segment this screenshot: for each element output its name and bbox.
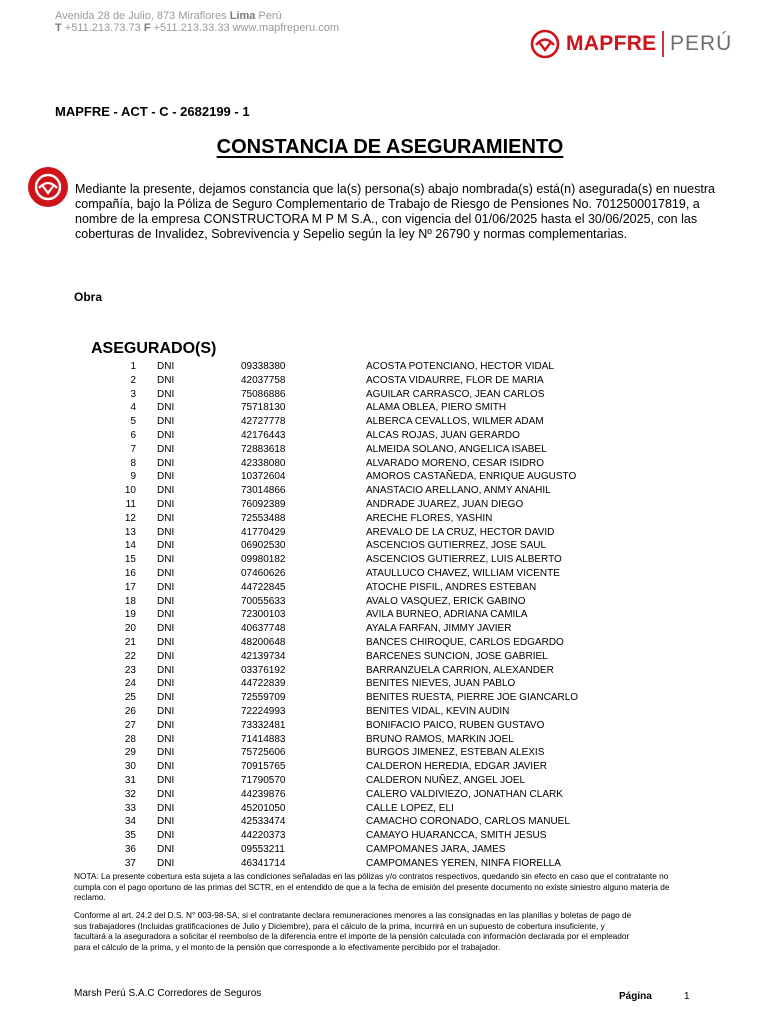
fax-label: F [143, 22, 151, 34]
insured-row [0, 774, 768, 788]
logo-country: PERÚ [669, 32, 733, 55]
document-type: DNI [157, 678, 175, 690]
document-type: DNI [157, 650, 175, 662]
insured-row [0, 553, 768, 567]
row-number: 32 [124, 788, 136, 800]
document-type: DNI [157, 526, 175, 538]
insured-name: AVALO VASQUEZ, ERICK GABINO [366, 595, 526, 607]
document-type: DNI [157, 733, 175, 745]
row-number: 3 [130, 388, 136, 400]
address-street: Avenida 28 de Julio, 873 Miraflores [55, 10, 230, 22]
document-number: 03376192 [241, 664, 286, 676]
insured-row [0, 636, 768, 650]
insured-row [0, 719, 768, 733]
section-title-insured: ASEGURADO(S) [91, 340, 217, 357]
insured-row [0, 746, 768, 760]
insured-name: AVILA BURNEO, ADRIANA CAMILA [366, 609, 528, 621]
document-type: DNI [157, 471, 175, 483]
insured-row [0, 526, 768, 540]
row-number: 1 [130, 361, 136, 372]
insured-row [0, 733, 768, 747]
document-type: DNI [157, 857, 175, 869]
insured-name: ATAULLUCO CHAVEZ, WILLIAM VICENTE [366, 567, 560, 579]
mapfre-logo [530, 27, 732, 61]
footer-broker: Marsh Perú S.A.C Corredores de Seguros [74, 988, 262, 999]
row-number: 11 [125, 498, 136, 510]
insured-row [0, 567, 768, 581]
insured-name: ASCENCIOS GUTIERREZ, JOSE SAUL [366, 540, 547, 552]
insured-name: BURGOS JIMENEZ, ESTEBAN ALEXIS [366, 747, 545, 759]
insured-name: AGUILAR CARRASCO, JEAN CARLOS [366, 388, 545, 400]
document-number: 75086886 [241, 388, 286, 400]
document-number: 44722845 [241, 581, 286, 593]
insured-row [0, 788, 768, 802]
mapfre-emblem-icon [530, 29, 560, 59]
logo-divider [662, 31, 664, 57]
insured-name: ANASTACIO ARELLANO, ANMY ANAHIL [366, 485, 551, 497]
insured-name: AREVALO DE LA CRUZ, HECTOR DAVID [366, 526, 555, 538]
insured-list [0, 360, 768, 870]
document-number: 42037758 [241, 374, 286, 386]
row-number: 24 [124, 678, 136, 690]
document-type: DNI [157, 747, 175, 759]
document-number: 45201050 [241, 802, 286, 814]
row-number: 4 [130, 402, 136, 414]
insured-row [0, 802, 768, 816]
document-number: 09338380 [241, 361, 286, 372]
row-number: 25 [124, 692, 136, 704]
document-number: 46341714 [241, 857, 286, 869]
insured-row [0, 443, 768, 457]
row-number: 30 [124, 761, 136, 773]
insured-name: CAMAYO HUARANCCA, SMITH JESUS [366, 830, 547, 842]
insured-name: BARCENES SUNCION, JOSE GABRIEL [366, 650, 548, 662]
insured-row [0, 484, 768, 498]
insured-name: ALVARADO MORENO, CESAR ISIDRO [366, 457, 544, 469]
document-number: 72553488 [241, 512, 286, 524]
document-type: DNI [157, 540, 175, 552]
document-title: CONSTANCIA DE ASEGURAMIENTO [216, 136, 564, 158]
row-number: 8 [130, 457, 136, 469]
insured-name: CAMPOMANES YEREN, NINFA FIORELLA [366, 857, 561, 869]
insured-name: BARRANZUELA CARRION, ALEXANDER [366, 664, 554, 676]
footer-page-number: 1 [684, 991, 690, 1002]
document-number: 09553211 [241, 843, 285, 855]
insured-row [0, 705, 768, 719]
insured-name: ACOSTA VIDAURRE, FLOR DE MARIA [366, 374, 544, 386]
insured-name: CALDERON NUÑEZ, ANGEL JOEL [366, 774, 526, 786]
row-number: 22 [124, 650, 136, 662]
row-number: 18 [124, 595, 136, 607]
document-type: DNI [157, 416, 175, 428]
insured-row [0, 664, 768, 678]
document-number: 72559709 [241, 692, 286, 704]
insured-row [0, 539, 768, 553]
row-number: 9 [130, 471, 136, 483]
document-type: DNI [157, 512, 175, 524]
phone-value: +511.213.73.73 [61, 22, 144, 34]
document-type: DNI [157, 554, 175, 566]
row-number: 14 [124, 540, 136, 552]
insured-row [0, 470, 768, 484]
insured-name: ALMEIDA SOLANO, ANGELICA ISABEL [366, 443, 547, 455]
document-type: DNI [157, 443, 175, 455]
footer-page-label: Página [619, 991, 652, 1002]
row-number: 37 [124, 857, 136, 869]
row-number: 2 [130, 374, 136, 386]
document-type: DNI [157, 581, 175, 593]
document-type: DNI [157, 802, 175, 814]
row-number: 27 [124, 719, 136, 731]
document-type: DNI [157, 788, 175, 800]
insured-name: CALERO VALDIVIEZO, JONATHAN CLARK [366, 788, 563, 800]
document-type: DNI [157, 843, 175, 855]
address-city: Lima [229, 10, 256, 22]
insured-row [0, 608, 768, 622]
company-address [55, 10, 282, 22]
insured-row [0, 581, 768, 595]
insured-row [0, 498, 768, 512]
document-number: 73014866 [241, 485, 286, 497]
document-type: DNI [157, 402, 175, 414]
document-number: 42176443 [241, 429, 286, 441]
document-type: DNI [157, 485, 175, 497]
insured-name: ATOCHE PISFIL, ANDRES ESTEBAN [366, 581, 537, 593]
insured-row [0, 429, 768, 443]
insured-row [0, 857, 768, 871]
insured-name: BENITES NIEVES, JUAN PABLO [366, 678, 516, 690]
fax-and-website: +511.213.33.33 www.mapfreperu.com [150, 22, 339, 34]
row-number: 17 [124, 581, 136, 593]
document-number: 75718130 [241, 402, 286, 414]
row-number: 28 [124, 733, 136, 745]
document-type: DNI [157, 664, 175, 676]
insured-row [0, 760, 768, 774]
insured-row [0, 457, 768, 471]
row-number: 29 [124, 747, 136, 759]
row-number: 35 [124, 830, 136, 842]
insured-row [0, 691, 768, 705]
document-number: 09980182 [241, 554, 286, 566]
document-number: 10372604 [241, 471, 286, 483]
emblem-glyph-icon [28, 167, 68, 207]
insured-name: ALCAS ROJAS, JUAN GERARDO [366, 429, 520, 441]
intro-paragraph: Mediante la presente, dejamos constancia que la(s) persona(s) abajo nombrada(s) está(n) asegurada(s) en nuestra compañía, bajo la Póliza de Seguro Complementario de Trabajo de Riesgo de Pensiones No. 7012500017819, a nombre de la empresa CONSTRUCTORA M P M S.A., con vigencia del 01/06/2025 hasta el 30/06/2025, con las coberturas de Invalidez, Sobrevivencia y Sepelio según la ley Nº 26790 y normas complementarias. [75, 182, 715, 241]
row-number: 6 [130, 429, 136, 441]
document-type: DNI [157, 761, 175, 773]
insured-name: ANDRADE JUAREZ, JUAN DIEGO [366, 498, 524, 510]
legal-note: Conforme al art. 24.2 del D.S. N° 003-98-SA, si el contratante declara remuneraciones menores a las consignadas en las planillas y boletas de pago de sus trabajadores (Incluidas gratificaciones de Julio y Diciembre), para el cálculo de la prima, incurrirá en un supuesto de cobertura insuficiente, y facultará a la aseguradora a solicitar el reembolso de la diferencia entre el importe de la pensión calculada con información declarada por el empleador para el cálculo de la prima, y el monto de la pensión que corresponde a lo efectivamente percibido por el trabajador. [74, 910, 632, 952]
document-type: DNI [157, 830, 175, 842]
insured-row [0, 360, 768, 374]
insured-name: CALLE LOPEZ, ELI [366, 802, 454, 814]
insured-name: BENITES RUESTA, PIERRE JOE GIANCARLO [366, 692, 579, 704]
document-type: DNI [157, 498, 175, 510]
document-type: DNI [157, 361, 175, 372]
row-number: 5 [130, 416, 136, 428]
document-number: 72300103 [241, 609, 286, 621]
document-number: 73332481 [241, 719, 286, 731]
phone-label: T [55, 22, 62, 34]
document-number: 75725606 [241, 747, 286, 759]
insured-name: AMOROS CASTAÑEDA, ENRIQUE AUGUSTO [366, 471, 577, 483]
address-country: Perú [255, 10, 282, 22]
row-number: 33 [124, 802, 136, 814]
document-type: DNI [157, 692, 175, 704]
row-number: 34 [124, 816, 136, 828]
document-type: DNI [157, 595, 175, 607]
insured-name: ALBERCA CEVALLOS, WILMER ADAM [366, 416, 544, 428]
document-type: DNI [157, 636, 175, 648]
insured-name: ASCENCIOS GUTIERREZ, LUIS ALBERTO [366, 554, 562, 566]
document-number: 44220373 [241, 830, 286, 842]
insured-row [0, 388, 768, 402]
document-type: DNI [157, 705, 175, 717]
row-number: 13 [124, 526, 136, 538]
insured-name: CAMPOMANES JARA, JAMES [366, 843, 506, 855]
insured-row [0, 843, 768, 857]
document-type: DNI [157, 816, 175, 828]
row-number: 12 [124, 512, 136, 524]
document-number: 72224993 [241, 705, 286, 717]
document-number: 48200648 [241, 636, 286, 648]
row-number: 26 [124, 705, 136, 717]
row-number: 10 [124, 485, 136, 497]
row-number: 36 [124, 843, 136, 855]
logo-brand: MAPFRE [566, 32, 657, 55]
document-number: 42727778 [241, 416, 286, 428]
row-number: 16 [124, 567, 136, 579]
document-number: 71414883 [241, 733, 286, 745]
document-type: DNI [157, 457, 175, 469]
document-type: DNI [157, 719, 175, 731]
insured-row [0, 512, 768, 526]
insured-row [0, 829, 768, 843]
insured-name: ARECHE FLORES, YASHIN [366, 512, 493, 524]
insured-row [0, 815, 768, 829]
document-number: 72883618 [241, 443, 286, 455]
insured-name: AYALA FARFAN, JIMMY JAVIER [366, 623, 512, 635]
row-number: 20 [124, 623, 136, 635]
document-number: 42338080 [241, 457, 286, 469]
document-number: 42139734 [241, 650, 286, 662]
insured-row [0, 622, 768, 636]
document-number: 40637748 [241, 623, 286, 635]
insured-row [0, 415, 768, 429]
insured-row [0, 401, 768, 415]
insured-row [0, 595, 768, 609]
document-type: DNI [157, 567, 175, 579]
insured-name: CALDERON HEREDIA, EDGAR JAVIER [366, 761, 547, 773]
document-number: 71790570 [241, 774, 286, 786]
obra-label: Obra [74, 290, 103, 304]
document-reference: MAPFRE - ACT - C - 2682199 - 1 [55, 104, 250, 119]
insured-row [0, 650, 768, 664]
insured-name: BONIFACIO PAICO, RUBEN GUSTAVO [366, 719, 545, 731]
document-type: DNI [157, 623, 175, 635]
document-number: 70055633 [241, 595, 286, 607]
document-number: 76092389 [241, 498, 286, 510]
document-number: 42533474 [241, 816, 286, 828]
insured-name: CAMACHO CORONADO, CARLOS MANUEL [366, 816, 570, 828]
insured-name: BANCES CHIROQUE, CARLOS EDGARDO [366, 636, 564, 648]
insured-name: BENITES VIDAL, KEVIN AUDIN [366, 705, 510, 717]
document-type: DNI [157, 388, 175, 400]
insured-row [0, 677, 768, 691]
insured-name: ALAMA OBLEA, PIERO SMITH [366, 402, 507, 414]
row-number: 15 [124, 554, 136, 566]
document-type: DNI [157, 429, 175, 441]
mapfre-emblem-icon [28, 167, 68, 207]
insured-name: ACOSTA POTENCIANO, HECTOR VIDAL [366, 361, 554, 372]
document-number: 44722839 [241, 678, 286, 690]
document-number: 44239876 [241, 788, 286, 800]
document-number: 41770429 [241, 526, 286, 538]
document-type: DNI [157, 374, 175, 386]
document-number: 07460626 [241, 567, 286, 579]
document-number: 06902530 [241, 540, 286, 552]
row-number: 21 [124, 636, 136, 648]
row-number: 19 [124, 609, 136, 621]
row-number: 31 [124, 774, 136, 786]
insured-name: BRUNO RAMOS, MARKIN JOEL [366, 733, 514, 745]
insured-row [0, 374, 768, 388]
row-number: 23 [124, 664, 136, 676]
row-number: 7 [130, 443, 136, 455]
document-number: 70915765 [241, 761, 286, 773]
document-type: DNI [157, 609, 175, 621]
coverage-note: NOTA: La presente cobertura esta sujeta a las condiciones señaladas en las pólizas y/o contratos respectivos, quedando sin efecto en caso que el contratante no cumpla con el pago oportuno de las primas del SCTR, en el entendido de que a la fecha de emisión del presente documento no existe siniestro alguno materia de reclamo. [74, 871, 670, 902]
document-type: DNI [157, 774, 175, 786]
company-contact [55, 22, 339, 34]
